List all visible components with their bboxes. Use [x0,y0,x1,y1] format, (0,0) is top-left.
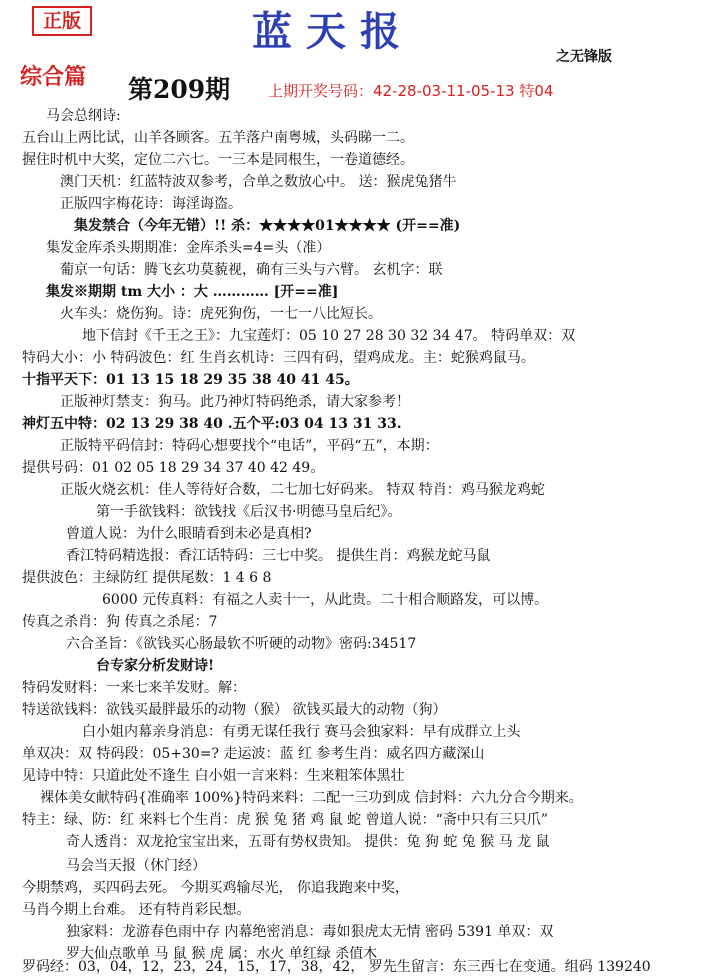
last-draw-label: 上期开奖号码： [268,82,374,100]
text-line: 曾道人说：为什么眼睛看到未必是真相? [66,526,312,542]
text-line: 五台山上两比试，山羊各顾客。五羊落户南粤城，头码睇一二。 [22,130,414,146]
edition-badge: 正版 [32,6,92,36]
section-label: 综合篇 [20,64,87,90]
text-line: 裸体美女献特码{准确率 100%}特码来料：二配一三功到成 信封料：六九分合今期来。 [40,790,583,806]
page-title: 蓝天报 [252,8,414,55]
text-line: 特码大小：小 特码波色：红 生肖玄机诗：三四有码，望鸡成龙。主：蛇猴鸡鼠马。 [22,350,535,366]
text-line: 正版四字梅花诗：诲淫诲盗。 [60,196,242,212]
text-line: 台专家分析发财诗! [96,658,215,674]
text-line: 握住时机中大奖，定位二六七。一三本是同根生，一卷道德经。 [22,152,414,168]
text-line: 提供号码：01 02 05 18 29 34 37 40 42 49。 [22,460,325,476]
text-line: 地下信封《千王之王》：九宝莲灯：05 10 27 28 30 32 34 47。 特码单双：双 [82,328,576,344]
text-line: 第一手欲钱料：欲钱找《后汉书·明德马皇后纪》。 [96,504,402,520]
text-line: 奇人透肖：双龙抢宝宝出来，五哥有势权贵知。 提供：兔 狗 蛇 兔 猴 马 龙 鼠 [66,834,550,850]
text-line: 香江特码精选报：香江话特码：三七中奖。 提供生肖：鸡猴龙蛇马鼠 [66,548,491,564]
text-line: 集发※期期 tm 大小 ：大 ………… [开==准] [46,284,339,300]
text-line: 传真之杀肖：狗 传真之杀尾：7 [22,614,218,630]
text-line: 6000 元传真料：有福之人卖十一，从此贵。二十相合顺路发，可以博。 [102,592,549,608]
text-line: 马肖今期上台难。 还有特肖彩民想。 [22,902,251,918]
text-line: 见诗中特：只道此处不逢生 白小姐一言来料：生来粗笨体黑壮 [22,768,405,784]
last-draw-numbers: 42-28-03-11-05-13 特04 [373,82,554,100]
text-line: 罗大仙点歌单 马 鼠 猴 虎 属：水火 单红绿 杀值木 [66,946,378,962]
text-line: 正版特平码信封：特码心想要找个“电话”，平码“五”，本期： [60,438,439,454]
text-line: 葡京一句话：腾飞玄功莫藐视，确有三头与六臂。 玄机字：联 [60,262,443,278]
text-line: 马会总纲诗: [46,108,121,124]
text-line: 提供波色：主绿防红 提供尾数：1 4 6 8 [22,570,272,586]
text-line: 集发禁合（今年无错）!! 杀：★★★★01★★★★ (开==准) [74,218,461,234]
issue-number: 第209期 [128,75,231,104]
text-line: 特码发财料：一来七来羊发财。解： [22,680,246,696]
text-line: 白小姐内幕亲身消息：有勇无谋任我行 赛马会独家料：早有成群立上头 [82,724,521,740]
text-line: 单双决：双 特码段：05+30=? 走运波：蓝 红 参考生肖：威名四方藏深山 [22,746,485,762]
text-line: 正版火烧玄机：佳人等待好合数，二七加七好码来。 特双 特肖：鸡马猴龙鸡蛇 [60,482,545,498]
text-line: 特主：绿、防：红 来料七个生肖：虎 猴 兔 猪 鸡 鼠 蛇 曾道人说：“斋中只有三只爪” [22,812,548,828]
text-line: 独家料：龙游春色雨中存 内幕绝密消息：毒如狠虎太无情 密码 5391 单双：双 [66,924,554,940]
text-line: 澳门天机：红蓝特波双参考，合单之数放心中。 送：猴虎兔猪牛 [60,174,457,190]
text-line: 火车头：烧伤狗。诗：虎死狗伤，一七一八比短长。 [60,306,382,322]
text-line: 正版神灯禁支：狗马。此乃神灯特码绝杀，请大家参考！ [60,394,410,410]
text-line: 神灯五中特：02 13 29 38 40 .五个平:03 04 13 31 33. [22,416,402,432]
text-line: 集发金库杀头期期准：金库杀头=4=头（准） [46,240,331,256]
text-line: 马会当天报（休门经） [66,858,206,874]
text-line: 罗码经：03，04，12，23，24，15，17，38，42， 罗先生留言：东三西七在变通。组码 139240 [22,959,651,975]
text-line: 六合圣旨：《欲钱买心肠最软不听硬的动物》密码:34517 [66,636,417,652]
text-line: 今期禁鸡，买四码去死。 今期买鸡输尽光， 你追我跑来中奖， [22,880,409,896]
text-line: 特送欲钱料：欲钱买最胖最乐的动物（猴） 欲钱买最大的动物（狗） [22,702,447,718]
text-line: 十指平天下：01 13 15 18 29 35 38 40 41 45。 [22,372,359,388]
last-draw [268,80,553,101]
edition-label: 之无锋版 [556,49,612,65]
